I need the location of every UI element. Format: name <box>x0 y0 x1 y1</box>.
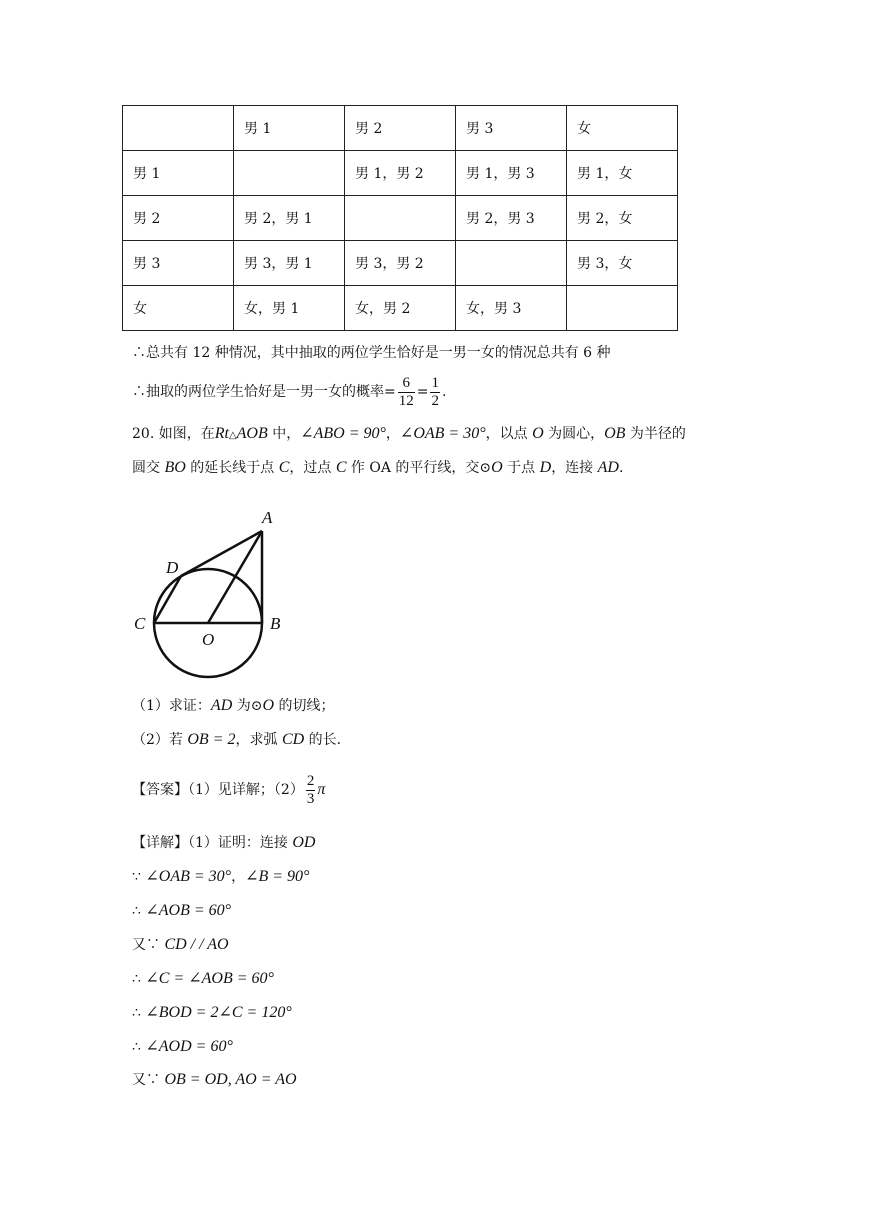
table-cell <box>234 151 345 196</box>
math-expression: ∠B = 90° <box>245 868 310 885</box>
table-cell: 男 3，男 2 <box>345 241 456 286</box>
question-text: 为圆心， <box>543 426 605 442</box>
table-cell: 女 <box>567 106 678 151</box>
label-a: A <box>262 508 273 527</box>
question-text: 的切线； <box>274 698 335 714</box>
table-cell <box>123 106 234 151</box>
math-expression: OB = OD, AO = AO <box>164 1071 297 1088</box>
label-d: D <box>166 558 179 577</box>
table-row <box>123 241 678 286</box>
equals-sign: = <box>384 384 396 400</box>
math-angle-oab: ∠OAB = 30° <box>399 425 486 442</box>
fraction-denominator: 2 <box>431 392 439 409</box>
math-expression: ∠AOD = 60° <box>145 1038 233 1055</box>
question-text: . <box>618 460 624 476</box>
math-expression: ∠OAB = 30° <box>145 868 232 885</box>
proof-step-3 <box>132 935 229 955</box>
geometry-figure <box>128 500 308 682</box>
answer-line <box>132 770 325 810</box>
probability-line <box>132 372 446 412</box>
math-aob: AOB <box>236 425 268 442</box>
table-cell: 男 1，男 3 <box>456 151 567 196</box>
therefore-symbol: ∴ <box>132 903 146 919</box>
math-rt: Rt <box>214 425 229 442</box>
math-o: O <box>262 697 274 714</box>
fraction-numerator: 6 <box>398 375 415 393</box>
therefore-symbol: ∴ <box>132 971 146 987</box>
table-cell: 女，男 2 <box>345 286 456 331</box>
proof-step-6 <box>132 1037 233 1057</box>
math-ob: OB <box>604 425 626 442</box>
table-cell: 男 3，男 1 <box>234 241 345 286</box>
table-cell: 男 3，女 <box>567 241 678 286</box>
question-text: 的延长线于点 <box>185 460 279 476</box>
table-cell <box>345 196 456 241</box>
fraction-6-12 <box>398 375 415 410</box>
label-o: O <box>202 630 215 649</box>
table-cell: 男 2，男 1 <box>234 196 345 241</box>
table-cell: 男 1 <box>234 106 345 151</box>
question-20-line2 <box>132 458 623 478</box>
question-text: 圆交 <box>132 460 165 476</box>
math-cd: CD <box>281 731 305 748</box>
math-c: C <box>335 459 347 476</box>
math-od: OD <box>292 834 316 851</box>
math-expression: ∠BOD = 2∠C = 120° <box>145 1004 292 1021</box>
fraction-denominator: 3 <box>306 790 315 807</box>
question-text: 于点 <box>502 460 540 476</box>
detail-text: 【详解】（1）证明：连接 <box>132 835 293 851</box>
table-cell: 男 1，女 <box>567 151 678 196</box>
fraction-numerator: 2 <box>306 772 315 789</box>
math-ad: AD <box>597 459 619 476</box>
sub-question-2 <box>132 730 341 750</box>
answer-text: 【答案】（1）见详解；（2） <box>132 782 304 798</box>
table-cell: 男 1，男 2 <box>345 151 456 196</box>
question-text: ，求弧 <box>235 732 282 748</box>
question-text: 中， <box>267 426 301 442</box>
outcome-table <box>122 105 678 331</box>
math-expression: CD / / AO <box>164 936 229 953</box>
table-cell: 男 1 <box>123 151 234 196</box>
math-ob-equals: OB = 2 <box>187 731 236 748</box>
math-angle-abo: ∠ABO = 90° <box>300 425 386 442</box>
table-cell: 男 3 <box>456 106 567 151</box>
because-symbol: 又∵ <box>132 1072 165 1088</box>
question-text: ，过点 <box>289 460 336 476</box>
equals-sign: = <box>416 384 429 400</box>
table-row <box>123 286 678 331</box>
table-cell: 男 2 <box>345 106 456 151</box>
because-symbol: 又∵ <box>132 937 165 953</box>
math-c: C <box>278 459 290 476</box>
question-text: ， <box>385 426 400 442</box>
table-cell: 女，男 1 <box>234 286 345 331</box>
question-text: 的长. <box>304 732 342 748</box>
table-cell: 男 2 <box>123 196 234 241</box>
label-c: C <box>134 614 146 633</box>
question-20-line1 <box>132 424 686 446</box>
proof-step-5 <box>132 1003 292 1023</box>
table-cell <box>456 241 567 286</box>
math-expression: ∠AOB = 60° <box>145 902 232 919</box>
math-expression: ∠C = ∠AOB = 60° <box>145 970 274 987</box>
table-cell: 女 <box>123 286 234 331</box>
question-text: 为⊙ <box>232 698 263 714</box>
question-text: ，连接 <box>551 460 598 476</box>
proof-step-2 <box>132 901 231 921</box>
period: . <box>441 384 447 400</box>
math-ad: AD <box>210 697 233 714</box>
proof-step-1 <box>132 867 309 887</box>
math-pi: π <box>317 781 326 798</box>
math-o: O <box>491 459 503 476</box>
summary-line: ∴总共有 12 种情况，其中抽取的两位学生恰好是一男一女的情况总共有 6 种 <box>132 345 611 361</box>
comma: ， <box>231 869 246 885</box>
fraction-numerator: 1 <box>431 374 439 391</box>
therefore-symbol: ∴ <box>132 1005 146 1021</box>
proof-step-7 <box>132 1070 297 1090</box>
detail-line <box>132 833 315 853</box>
fraction-denominator: 12 <box>398 392 414 409</box>
math-o: O <box>532 425 544 442</box>
question-text: （2）若 <box>132 732 188 748</box>
question-text: 为半径的 <box>625 426 686 442</box>
proof-step-4 <box>132 969 274 989</box>
table-row <box>123 106 678 151</box>
question-text: 20. 如图，在 <box>132 426 215 442</box>
triangle-symbol: △ <box>228 430 237 441</box>
sub-question-1 <box>132 696 334 716</box>
table-row <box>123 151 678 196</box>
table-cell: 男 2，女 <box>567 196 678 241</box>
math-d: D <box>539 459 552 476</box>
question-text: （1）求证： <box>132 698 211 714</box>
table-cell: 女，男 3 <box>456 286 567 331</box>
fraction-2-3 <box>306 773 316 808</box>
question-text: ，以点 <box>485 426 533 442</box>
probability-text: ∴抽取的两位学生恰好是一男一女的概率 <box>132 384 384 400</box>
label-b: B <box>270 614 281 633</box>
because-symbol: ∵ <box>132 869 146 885</box>
therefore-symbol: ∴ <box>132 1039 146 1055</box>
math-bo: BO <box>164 459 186 476</box>
table-cell: 男 3 <box>123 241 234 286</box>
table-row <box>123 196 678 241</box>
question-text: 作 OA 的平行线，交⊙ <box>346 460 492 476</box>
table-cell: 男 2，男 3 <box>456 196 567 241</box>
table-cell <box>567 286 678 331</box>
fraction-1-2 <box>430 375 440 410</box>
